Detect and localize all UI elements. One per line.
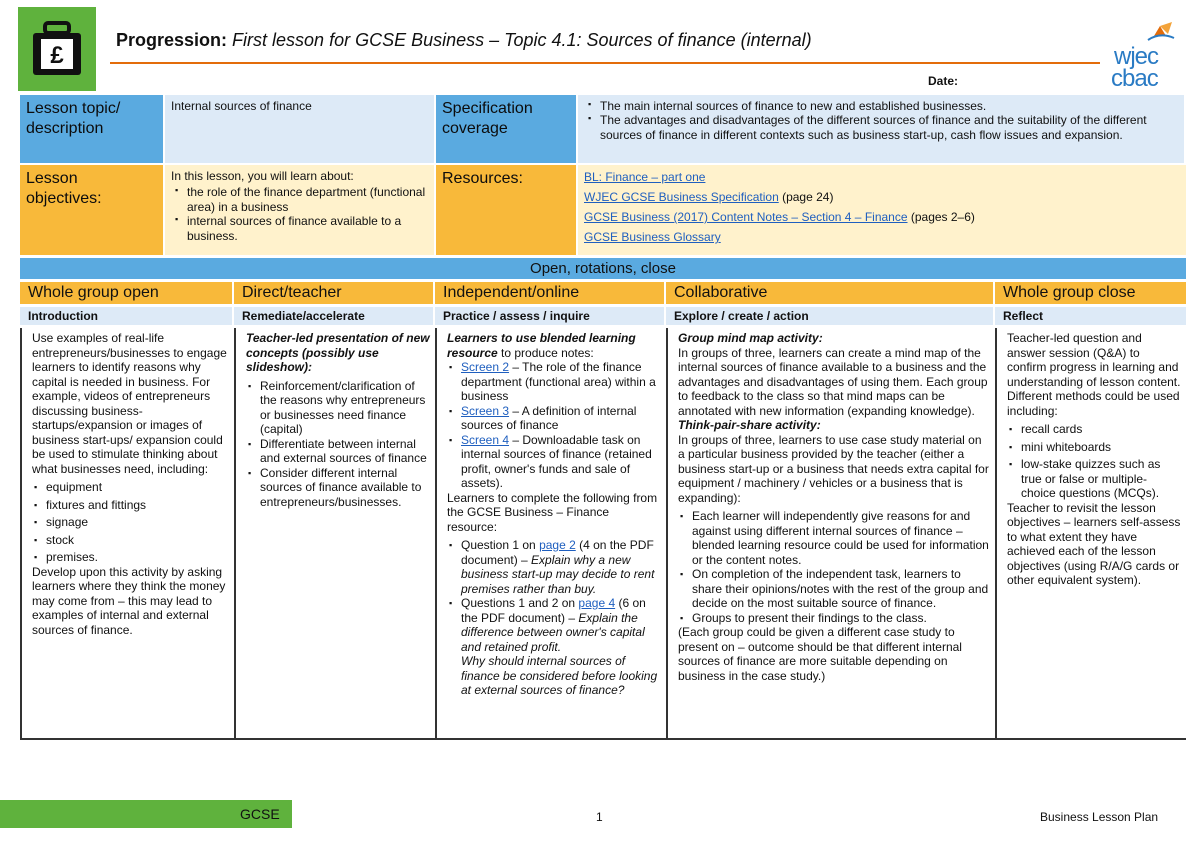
lesson-plan-table [20, 95, 1186, 740]
resource-item [584, 169, 1180, 185]
objectives-content [165, 165, 436, 255]
footer-gcse-label: GCSE [240, 806, 280, 822]
objectives-intro: In this lesson, you will learn about: [171, 169, 354, 183]
direct-teacher-content: Teacher-led presentation of new concepts (possibly use slideshow): ▪ Reinforcement/clarification of the reasons why entrepreneurs or businesses need finance (capital) ▪ Differentiate between internal and external sources of finance ▪ Consider different internal sources of finance available to entrepreneurs/businesses. [234, 328, 435, 738]
list-item: ▪ mini whiteboards [1007, 440, 1181, 455]
resource-link[interactable]: WJEC GCSE Business Specification [584, 190, 779, 204]
list-item: ▪ recall cards [1007, 422, 1181, 437]
page-link[interactable]: page 2 [539, 538, 576, 552]
screen-link[interactable]: Screen 2 [461, 360, 510, 374]
resource-link[interactable]: BL: Finance – part one [584, 170, 706, 184]
list-item: ▪ Question 1 on page 2 (4 on the PDF document) – Explain why a new business start-up may decide to rent premises rather than buy. [447, 538, 661, 596]
resources-list [578, 165, 1186, 255]
screen-link[interactable]: Screen 4 [461, 432, 510, 447]
list-item: ▪ Screen 3 – A definition of internal sources of finance [447, 404, 661, 433]
column-headers [20, 279, 1186, 304]
column-header: Whole group open [20, 282, 234, 304]
list-item: ▪ Screen 4 – Downloadable task on internal sources of finance (retained profit, owner's funds and sale of assets). [447, 433, 661, 491]
column-subheader: Introduction [20, 307, 234, 325]
resources-label: Resources: [436, 165, 578, 255]
logo-wjec: wjec [1114, 43, 1159, 70]
footer-doc-label: Business Lesson Plan [1040, 810, 1159, 824]
column-subheader: Explore / create / action [666, 307, 995, 325]
spec-coverage-label: Specification coverage [436, 95, 578, 165]
column-subheaders [20, 304, 1186, 325]
wjec-cbac-logo [1108, 18, 1182, 90]
list-item: ▪ On completion of the independent task, learners to share their opinions/notes with the rest of the group and decide on the most suitable source of finance. [678, 567, 990, 611]
whole-group-close-content: Teacher-led question and answer session (Q&A) to confirm progress in learning and understanding of lesson content. Different methods could be used including: ▪ recall cards ▪ mini whiteboards ▪ low-stake quizzes such as true or false or multiple-choice questions (MCQs). Teacher to revisit the lesson objectives – learners self-assess to what extent they have achieved each of the lesson objectives (using R/A/G cards or other equivalent system). [995, 328, 1186, 738]
lesson-topic-value: Internal sources of finance [165, 95, 436, 165]
resource-link[interactable]: GCSE Business Glossary [584, 230, 721, 244]
briefcase-logo [18, 7, 96, 91]
header-rule [110, 62, 1100, 64]
column-header: Collaborative [666, 282, 995, 304]
column-subheader: Practice / assess / inquire [435, 307, 666, 325]
date-label: Date: [928, 74, 959, 88]
independent-online-content: Learners to use blended learning resource to produce notes: ▪ Screen 2 – The role of the finance department (functional area) within a business ▪ Screen 3 – A definition of internal sources of finance ▪ Screen 4 – Downloadable task on internal sources of finance (retained profit, owner's funds and sale of assets). Learners to complete the following from the GCSE Business – Finance resource: ▪ Question 1 on page 2 (4 on the PDF document) – Explain why a new business start-up may decide to rent premises rather than buy. ▪ Questions 1 and 2 on page 4 (6 on the PDF document) – Explain the difference between owner's capital and retained profit. Why should internal sources of finance be considered before looking at external sources of finance? [435, 328, 666, 738]
activity-columns [20, 328, 1186, 740]
whole-group-open-content: Use examples of real-life entrepreneurs/businesses to engage learners to identify reasons why capital is needed in business. For example, videos of entrepreneurs discussing business-startups/expansion or images of business start-ups/ expansion could be used to stimulate thinking about what businesses need, including: ▪ equipment ▪ fixtures and fittings ▪ signage ▪ stock ▪ premises. Develop upon this activity by asking learners where they think the money may come from – this may lead to examples of internal and external sources of finance. [20, 328, 234, 738]
column-header: Whole group close [995, 282, 1186, 304]
list-item: ▪ Differentiate between internal and external sources of finance [246, 437, 430, 466]
list-item: ▪ Groups to present their findings to the class. [678, 611, 990, 626]
column-header: Independent/online [435, 282, 666, 304]
page-link[interactable]: page 4 [578, 596, 616, 610]
rotation-banner: Open, rotations, close [20, 258, 1186, 279]
list-item: ▪ fixtures and fittings [32, 498, 229, 513]
collaborative-content: Group mind map activity: In groups of three, learners can create a mind map of the internal sources of finance available to a business and the advantages and disadvantages of using them. Each group to feedback to the class so that mind maps can be annotated with new information (expanding knowledge). Think-pair-share activity: In groups of three, learners to use case study material on a particular business provided by the teacher (either a business start-up or a business that needs extra capital for equipment / machinery / vehicles or a business that is expanding): ▪ Each learner will independently give reasons for and against using different internal sources of finance – blended learning resource could be used for information or the content notes. ▪ On completion of the independent task, learners to share their opinions/notes with the rest of the group and decide on the most suitable source of finance. ▪ Groups to present their findings to the class. (Each group could be given a different case study to present on – outcome should be that different internal sources of finance are more suitable depending on business in the case study.) [666, 328, 995, 738]
briefcase-icon [27, 17, 87, 81]
resource-item: WJEC GCSE Business Specification (page 24) [584, 190, 834, 204]
resource-link[interactable]: GCSE Business (2017) Content Notes – Section 4 – Finance [584, 210, 908, 224]
page-title [116, 30, 812, 52]
resource-item: GCSE Business (2017) Content Notes – Section 4 – Finance (pages 2–6) [584, 210, 975, 224]
column-subheader: Reflect [995, 307, 1186, 325]
list-item: ▪ Each learner will independently give reasons for and against using different internal sources of finance – blended learning resource could be used for information or the content notes. [678, 509, 990, 567]
screen-link[interactable]: Screen 3 [461, 403, 510, 418]
list-item: ▪ Consider different internal sources of finance available to entrepreneurs/businesses. [246, 466, 430, 510]
objective-item: ▪ internal sources of finance available to a business. [171, 214, 428, 243]
list-item: ▪ stock [32, 533, 229, 548]
list-item: ▪ low-stake quizzes such as true or false or multiple-choice questions (MCQs). [1007, 457, 1181, 501]
lesson-topic-label: Lesson topic/ description [20, 95, 165, 165]
objective-item: ▪ the role of the finance department (functional area) in a business [171, 185, 428, 214]
objectives-label: Lesson objectives: [20, 165, 165, 255]
column-header: Direct/teacher [234, 282, 435, 304]
list-item: ▪ signage [32, 515, 229, 530]
resource-item [584, 229, 1180, 245]
spec-item: ▪ The advantages and disadvantages of the different sources of finance and the suitability of the different sources of finance in different contexts such as business start-up, cash flow issues and expansion. [584, 113, 1178, 142]
title-italic: First lesson for GCSE Business – Topic 4.1: Sources of finance (internal) [232, 30, 812, 50]
list-item: ▪ premises. [32, 550, 229, 565]
list-item: ▪ Reinforcement/clarification of the reasons why entrepreneurs or businesses need finance (capital) [246, 379, 430, 437]
title-bold: Progression: [116, 30, 228, 50]
list-item: ▪ Questions 1 and 2 on page 4 (6 on the PDF document) – Explain the difference between owner's capital and retained profit. Why should internal sources of finance be considered before looking at external sources of finance? [447, 596, 661, 698]
column-subheader: Remediate/accelerate [234, 307, 435, 325]
spec-item: ▪ The main internal sources of finance to new and established businesses. [584, 99, 1178, 113]
list-item: ▪ Screen 2 – The role of the finance department (functional area) within a business [447, 360, 661, 404]
page-number: 1 [596, 810, 603, 824]
spec-coverage-list [578, 95, 1186, 165]
logo-cbac: cbac [1111, 65, 1158, 92]
pound-sign: £ [50, 42, 64, 69]
list-item: ▪ equipment [32, 480, 229, 495]
